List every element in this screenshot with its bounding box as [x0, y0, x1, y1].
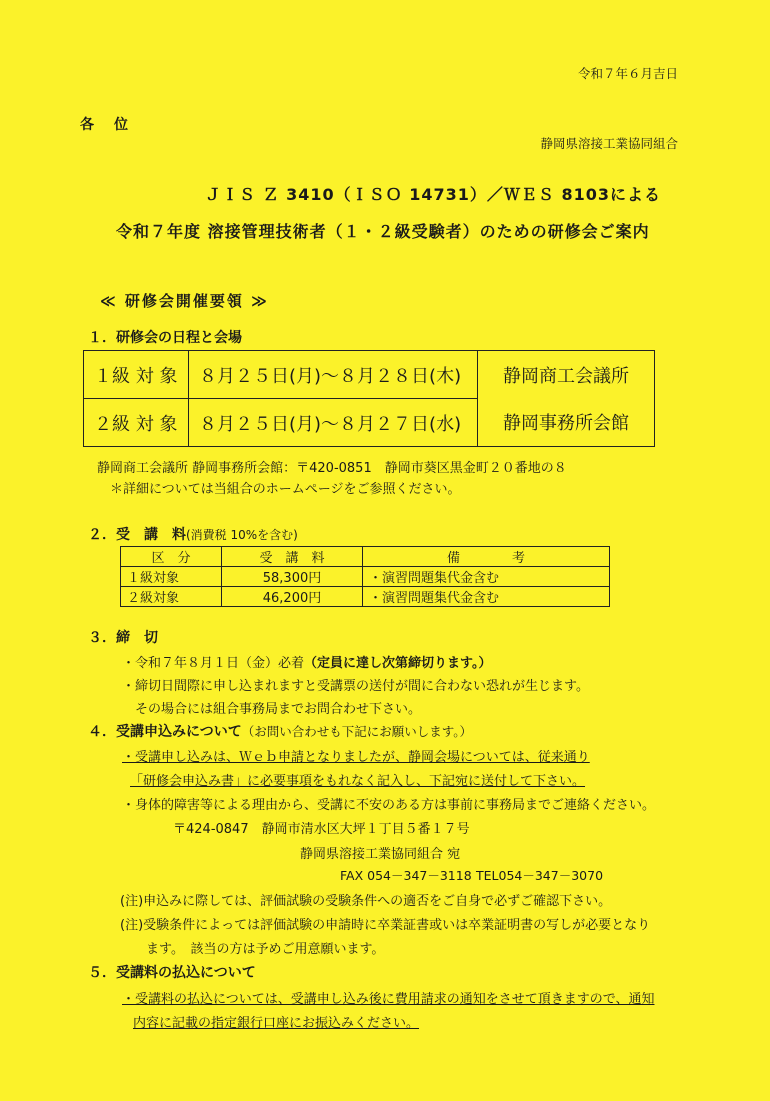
tel-number: TEL054－347－3070: [476, 868, 604, 883]
deadline-contact: その場合には組合事務局までお問合わせ下さい。: [135, 702, 422, 717]
fee-remark: ・演習問題集代金含む: [363, 587, 610, 607]
fee-remark: ・演習問題集代金含む: [363, 567, 610, 587]
section-1-heading: １．研修会の日程と会場: [88, 330, 242, 346]
fee-amount: 58,300円: [222, 567, 363, 587]
section-5-heading: ５．受講料の払込について: [88, 965, 256, 981]
application-line-2: 「研修会申込み書」に必要事項をもれなく記入し、下記宛に送付して下さい。: [130, 774, 586, 789]
section-4-heading: ４．受講申込みについて（お問い合わせも下記にお願いします。）: [88, 724, 472, 740]
fee-table: [120, 546, 610, 607]
schedule-table: [83, 350, 655, 447]
schedule-dates: ８月２５日(月)～８月２８日(木): [189, 351, 478, 399]
disability-note: ・身体的障害等による理由から、受講に不安のある方は事前に事務局までご連絡ください。: [122, 798, 656, 813]
inquiry-note: （お問い合わせも下記にお願いします。）: [241, 724, 472, 739]
document-date: 令和７年６月吉日: [577, 66, 678, 81]
section-2-heading: ２．受 講 料(消費税 10%を含む): [88, 527, 298, 543]
mailing-address: 〒424-0847 静岡市清水区大坪１丁目５番１７号: [173, 822, 470, 837]
column-header: 備 考: [363, 547, 610, 567]
section-3-heading: ３．締 切: [88, 630, 158, 646]
table-row: [121, 567, 610, 587]
table-row: [121, 587, 610, 607]
eligibility-note: (注)申込みに際しては、評価試験の受験条件への適否をご自身で必ずご確認下さい。: [120, 894, 612, 909]
column-header: 区 分: [121, 547, 222, 567]
venue-address: 静岡商工会議所 静岡事務所会館：〒420-0851 静岡市葵区黒金町２０番地の８: [97, 461, 567, 476]
deadline-note: （定員に達し次第締切ります。）: [304, 656, 492, 671]
schedule-row: [84, 399, 655, 447]
title-line-1: ＪＩＳ Ｚ 3410（ＩＳＯ 14731）／ＷＥＳ 8103による: [205, 185, 662, 204]
schedule-dates: ８月２５日(月)～８月２７日(水): [189, 399, 478, 447]
outline-heading: ≪ 研修会開催要領 ≫: [100, 292, 269, 310]
schedule-venue: 静岡事務所会館: [478, 399, 655, 447]
schedule-row: [84, 351, 655, 399]
sender-name: 静岡県溶接工業協同組合: [540, 136, 678, 151]
title-line-2: 令和７年度 溶接管理技術者（１・２級受験者）のための研修会ご案内: [116, 222, 650, 241]
column-header: 受 講 料: [222, 547, 363, 567]
homepage-note: ＊詳細については当組合のホームページをご参照ください。: [110, 482, 461, 497]
addressee: 各 位: [80, 117, 131, 133]
payment-line-2: 内容に記載の指定銀行口座にお振込みください。: [133, 1016, 420, 1031]
fee-amount: 46,200円: [222, 587, 363, 607]
certificate-note-2: ます。 該当の方は予めご用意願います。: [146, 942, 385, 957]
schedule-level: １級 対 象: [84, 351, 189, 399]
fee-category: ２級対象: [121, 587, 222, 607]
mailing-org: 静岡県溶接工業協同組合 宛: [300, 847, 461, 862]
schedule-venue: 静岡商工会議所: [478, 351, 655, 399]
fax-number: FAX 054－347－3118: [340, 868, 472, 883]
fee-category: １級対象: [121, 567, 222, 587]
application-line-1: ・受講申し込みは、Ｗｅｂ申請となりましたが、静岡会場については、従来通り: [122, 750, 590, 765]
payment-line-1: ・受講料の払込については、受講申し込み後に費用請求の通知をさせて頂きますので、通知: [122, 992, 655, 1007]
deadline-warning: ・締切日間際に申し込まれますと受講票の送付が間に合わない恐れが生じます。: [122, 679, 589, 694]
deadline-line: ・令和７年８月１日（金）必着（定員に達し次第締切ります。）: [122, 656, 492, 671]
schedule-level: ２級 対 象: [84, 399, 189, 447]
tax-note: (消費税 10%を含む): [186, 528, 298, 542]
table-header-row: [121, 547, 610, 567]
certificate-note-1: (注)受験条件によっては評価試験の申請時に卒業証書或いは卒業証明書の写しが必要となり: [120, 918, 651, 933]
